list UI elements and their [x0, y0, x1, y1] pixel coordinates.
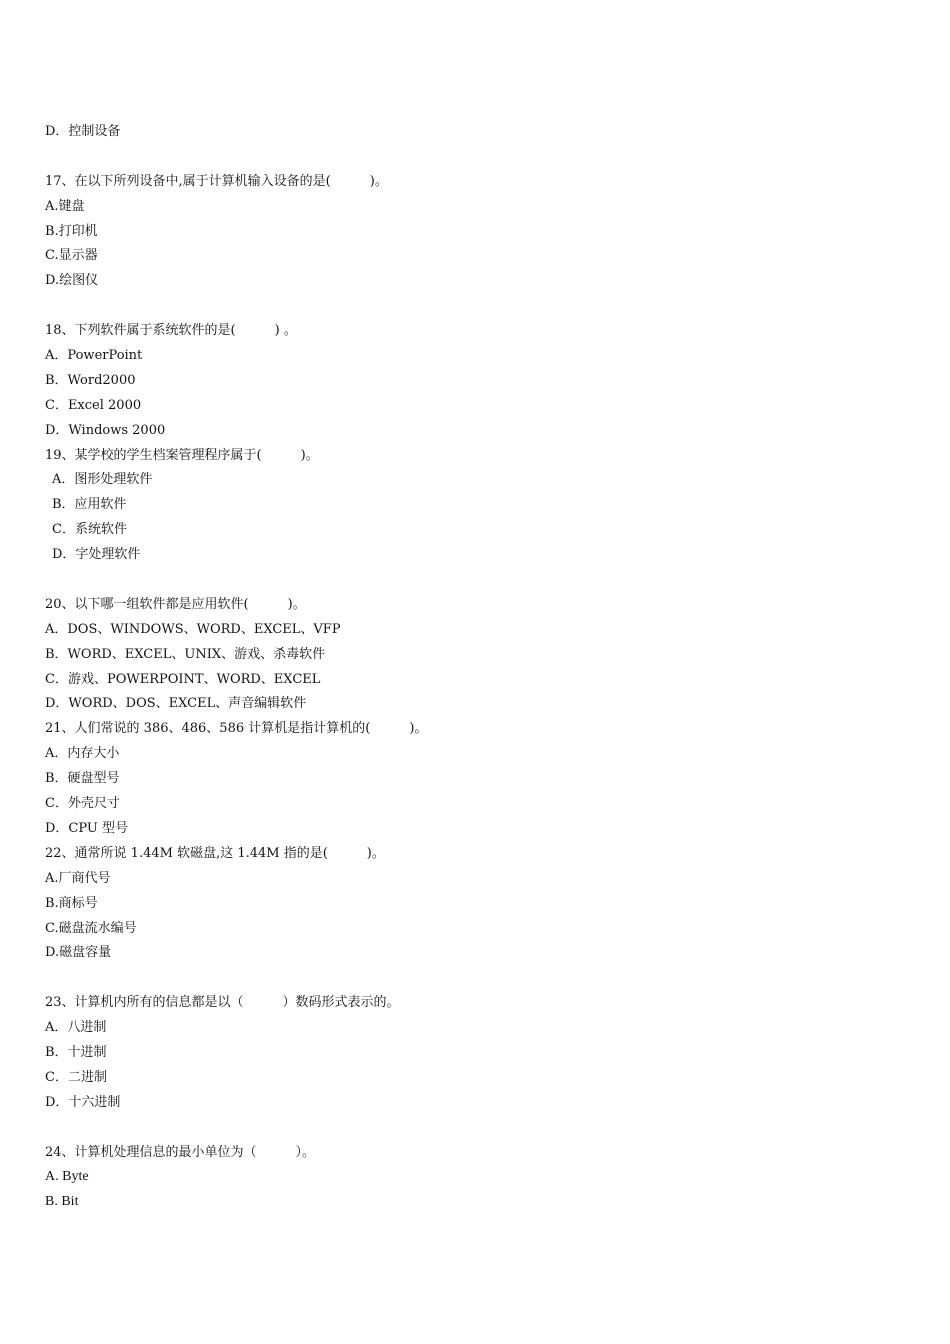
answer-option: A.键盘 — [45, 198, 85, 214]
answer-option: A．PowerPoint — [45, 348, 143, 364]
question-text: 17、在以下所列设备中,属于计算机输入设备的是( )。 — [45, 173, 388, 189]
question-text: 23、计算机内所有的信息都是以（ ）数码形式表示的。 — [45, 995, 400, 1011]
answer-option: C.磁盘流水编号 — [45, 920, 137, 936]
answer-option: D．WORD、DOS、EXCEL、声音编辑软件 — [45, 696, 307, 712]
question-text: 20、以下哪一组软件都是应用软件( )。 — [45, 596, 306, 612]
answer-option: B．WORD、EXCEL、UNIX、游戏、杀毒软件 — [45, 646, 326, 662]
answer-option: B.打印机 — [45, 223, 98, 239]
answer-option: A．图形处理软件 — [52, 472, 153, 488]
answer-option: B.商标号 — [45, 895, 98, 911]
answer-option: B．应用软件 — [52, 497, 127, 513]
answer-option: D.磁盘容量 — [45, 945, 112, 961]
answer-option: C．外壳尺寸 — [45, 796, 120, 812]
question-text: 24、计算机处理信息的最小单位为（ ）。 — [45, 1144, 316, 1160]
answer-option: D.绘图仪 — [45, 273, 99, 289]
answer-option: D．Windows 2000 — [45, 422, 166, 438]
answer-option: C．二进制 — [45, 1069, 107, 1085]
answer-option: A.厂商代号 — [45, 870, 111, 886]
answer-option: A. Byte — [45, 1169, 89, 1185]
answer-option: B．硬盘型号 — [45, 771, 120, 787]
answer-option: A．内存大小 — [45, 746, 120, 762]
paragraph-gap — [45, 294, 905, 319]
answer-option: D．十六进制 — [45, 1094, 121, 1110]
question-text: 19、某学校的学生档案管理程序属于( )。 — [45, 447, 319, 463]
answer-option: C．系统软件 — [52, 522, 127, 538]
paragraph-gap — [45, 1116, 905, 1141]
question-text: 21、人们常说的 386、486、586 计算机是指计算机的( )。 — [45, 721, 428, 737]
answer-option: C.显示器 — [45, 248, 98, 264]
question-text: 22、通常所说 1.44M 软磁盘,这 1.44M 指的是( )。 — [45, 845, 385, 861]
answer-option: A．八进制 — [45, 1020, 107, 1036]
paragraph-gap — [45, 145, 905, 170]
answer-option: D．字处理软件 — [52, 547, 141, 563]
answer-option: C．游戏、POWERPOINT、WORD、EXCEL — [45, 671, 321, 687]
question-text: 18、下列软件属于系统软件的是( ) 。 — [45, 323, 297, 339]
answer-option: B．Word2000 — [45, 372, 136, 388]
document-page — [45, 120, 905, 1215]
answer-option: B．十进制 — [45, 1044, 107, 1060]
paragraph-gap — [45, 966, 905, 991]
answer-option: C．Excel 2000 — [45, 397, 142, 413]
answer-option: D．CPU 型号 — [45, 820, 128, 836]
answer-option: D．控制设备 — [45, 124, 121, 139]
answer-option: B. Bit — [45, 1194, 79, 1210]
paragraph-gap — [45, 568, 905, 593]
answer-option: A．DOS、WINDOWS、WORD、EXCEL、VFP — [45, 621, 341, 637]
